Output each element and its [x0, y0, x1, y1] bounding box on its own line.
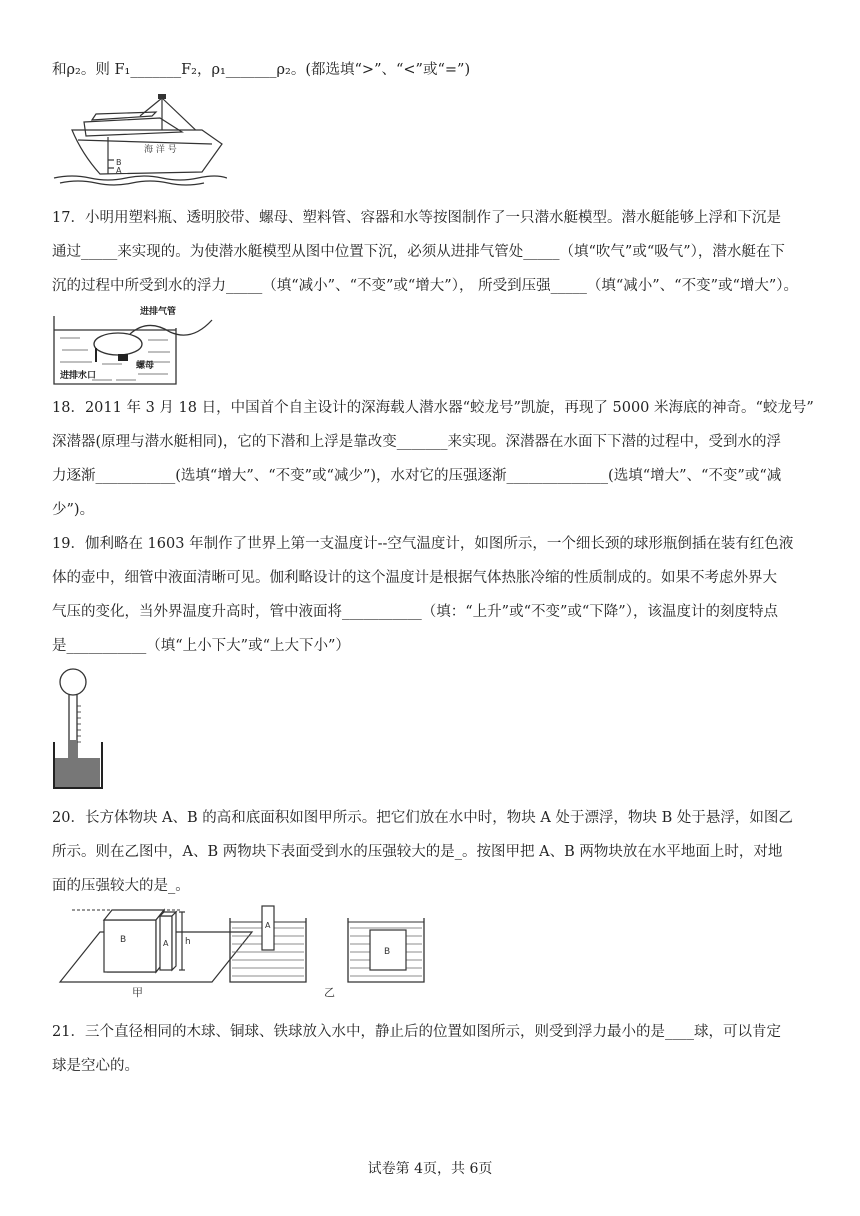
submarine-figure: [52, 306, 232, 386]
q20-line-3: 面的压强较大的是_。: [52, 878, 190, 894]
q21-line-1: 21．三个直径相同的木球、铜球、铁球放入水中，静止后的位置如图所示，则受到浮力最小的是____球，可以肯定: [52, 1024, 781, 1040]
q16-text: 和ρ₂。则 F₁_______F₂，ρ₁_______ρ₂。(都选填“>”、“<”或“=”): [52, 62, 471, 78]
q18-line-4: 少”)。: [52, 502, 95, 518]
q19-line-1: 19．伽利略在 1603 年制作了世界上第一支温度计--空气温度计，如图所示，一个细长颈的球形瓶倒插在装有红色液: [52, 536, 794, 552]
page-footer: 试卷第 4页，共 6页: [367, 1161, 493, 1177]
q17-line-2: 通过_____来实现的。为使潜水艇模型从图中位置下沉，必须从进排气管处_____（填“吹气”或“吸气”），潜水艇在下: [52, 244, 785, 260]
thermometer-figure: [52, 666, 112, 790]
block-a-label-yi: A: [265, 921, 271, 930]
q20-line-1: 20．长方体物块 A、B 的高和底面积如图甲所示。把它们放在水中时，物块 A 处于漂浮，物块 B 处于悬浮，如图乙: [52, 810, 793, 826]
ship-mark-a: A: [116, 166, 122, 175]
q17-line-3: 沉的过程中所受到水的浮力_____（填“减小”、“不变”或“增大”）， 所受到压强_____（填“减小”、“不变”或“增大”）。: [52, 278, 799, 294]
block-a-label-jia: A: [163, 939, 169, 948]
blocks-figure: [52, 898, 452, 998]
q20-line-2: 所示。则在乙图中，A、B 两物块下表面受到水的压强较大的是_。按图甲把 A、B 两物块放在水平地面上时，对地: [52, 844, 783, 860]
q19-line-2: 体的壶中，细管中液面清晰可见。伽利略设计的这个温度计是根据气体热胀冷缩的性质制成的。如果不考虑外界大: [52, 570, 777, 586]
height-label: h: [185, 937, 191, 947]
ship-mark-b: B: [116, 158, 122, 167]
pipe-label: 进排气管: [140, 307, 177, 317]
block-b-label-yi: B: [384, 947, 391, 957]
figure-yi-label: 乙: [324, 986, 335, 998]
q17-line-1: 17．小明用塑料瓶、透明胶带、螺母、塑料管、容器和水等按图制作了一只潜水艇模型。潜水艇能够上浮和下沉是: [52, 210, 781, 226]
q19-line-3: 气压的变化，当外界温度升高时，管中液面将___________（填：“上升”或“不变”或“下降”），该温度计的刻度特点: [52, 604, 778, 620]
block-b-label-jia: B: [120, 935, 127, 945]
ship-figure: [52, 92, 227, 188]
figure-jia-label: 甲: [132, 986, 143, 998]
ship-name-label: 海 洋 号: [144, 145, 177, 155]
inlet-label: 进排水口: [60, 371, 97, 381]
q18-line-2: 深潜器(原理与潜水艇相同)，它的下潜和上浮是靠改变_______来实现。深潜器在水面下下潜的过程中，受到水的浮: [52, 434, 782, 450]
q18-line-3: 力逐渐___________(选填“增大”、“不变”或“减少”)，水对它的压强逐渐______________(选填“增大”、“不变”或“减: [52, 468, 782, 484]
nut-label: 螺母: [136, 361, 155, 371]
q21-line-2: 球是空心的。: [52, 1058, 139, 1074]
q18-line-1: 18．2011 年 3 月 18 日，中国首个自主设计的深海载人潜水器“蛟龙号”凯旋，再现了 5000 米海底的神奇。“蛟龙号”: [52, 400, 814, 416]
q19-line-4: 是___________（填“上小下大”或“上大下小”）: [52, 638, 350, 654]
